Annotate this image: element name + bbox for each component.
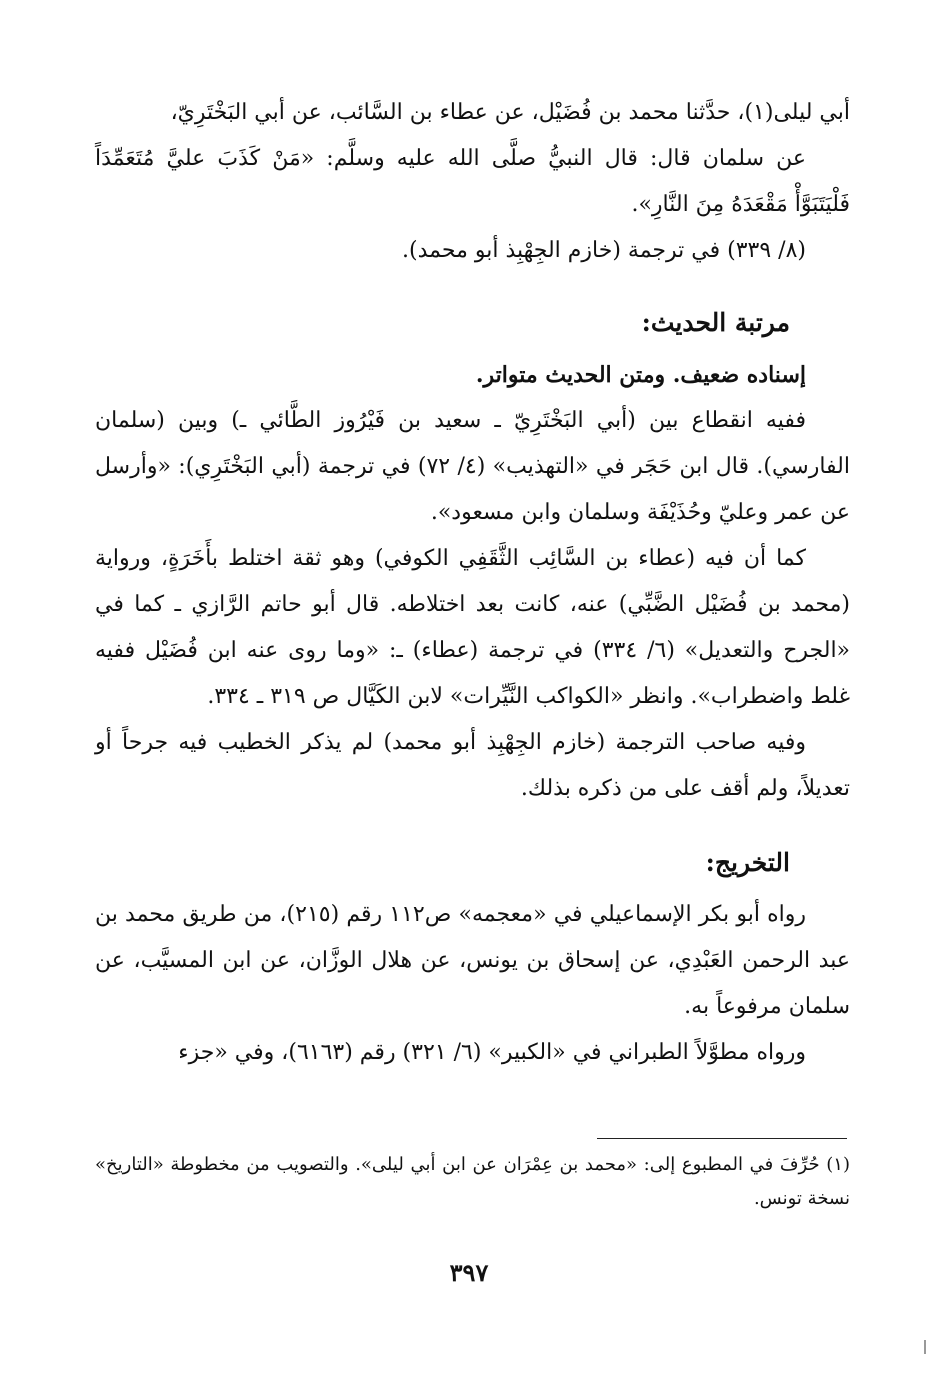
paragraph-7: وفيه صاحب الترجمة (خازم الجِهْبِذ أبو محمد) لم يذكر الخطيب فيه جرحاً أو تعديلاً، ولم أقف على من ذكره بذلك. [95,730,850,801]
paragraph-9: ورواه مطوَّلاً الطبراني في «الكبير» (٦/ ٣٢١) رقم (٦١٦٣)، وفي «جزء [178,1040,806,1065]
paragraph-8: رواه أبو بكر الإسماعيلي في «معجمه» ص١١٢ رقم (٢١٥)، من طريق محمد بن عبد الرحمن العَبْدِي، عن إسحاق بن يونس، عن هلال الوزَّان، عن ابن المسيَّب، عن سلمان مرفوعاً به. [95,902,850,1019]
page-number: ٣٩٧ [449,1258,489,1287]
paragraph-6: كما أن فيه (عطاء بن السَّائِب الثَّقَفِي الكوفي) وهو ثقة اختلط بأَخَرَةٍ، ورواية (محمد بن فُضَيْل الضَّبِّي) عنه، كانت بعد اختلاطه. قال أبو حاتم الرَّازي ـ كما في «الجرح والتعديل» (٦/ ٣٣٤) في ترجمة (عطاء) ـ: «وما روى عنه ابن فُضَيْل ففيه غلط واضطراب». وانظر «الكواكب النَّيِّرات» لابن الكَيَّال ص ٣١٩ ـ ٣٣٤. [95,546,851,709]
paragraph-2: عن سلمان قال: قال النبيُّ صلَّى الله عليه وسلَّم: «مَنْ كَذَبَ عليَّ مُتَعَمِّدَاً فَلْيَتَبَوَّأْ مَقْعَدَهُ مِنَ النَّارِ». [95,146,850,217]
scan-edge-mark [924,1340,926,1354]
section-heading-takhrij: التخريج: [705,848,790,877]
paragraph-5: ففيه انقطاع بين (أبي البَخْتَرِيّ ـ سعيد بن فَيْرُوز الطَّائي ـ) وبين (سلمان الفارسي). قال ابن حَجَر في «التهذيب» (٤/ ٧٢) في ترجمة (أبي البَخْتَرِي): «وأرسل عن عمر وعليّ وحُذَيْفَة وسلمان وابن مسعود». [95,408,850,525]
section-heading-hadith-rank: مرتبة الحديث: [641,308,790,337]
footnote-separator [597,1138,847,1139]
paragraph-4: إسناده ضعيف. ومتن الحديث متواتر. [475,362,806,388]
footnote: (١) حُرِّفَ في المطبوع إلى: «محمد بن عِمْرَان عن ابن أبي ليلى». والتصويب من مخطوطة «التاريخ» نسخة تونس. [95,1154,850,1209]
paragraph-1: أبي ليلى(١)، حدَّثنا محمد بن فُضَيْل، عن عطاء بن السَّائب، عن أبي البَخْتَرِيّ، [170,100,850,125]
page-body [95,90,850,1076]
paragraph-3: (٨/ ٣٣٩) في ترجمة (خازم الجِهْبِذ أبو محمد). [402,238,806,263]
